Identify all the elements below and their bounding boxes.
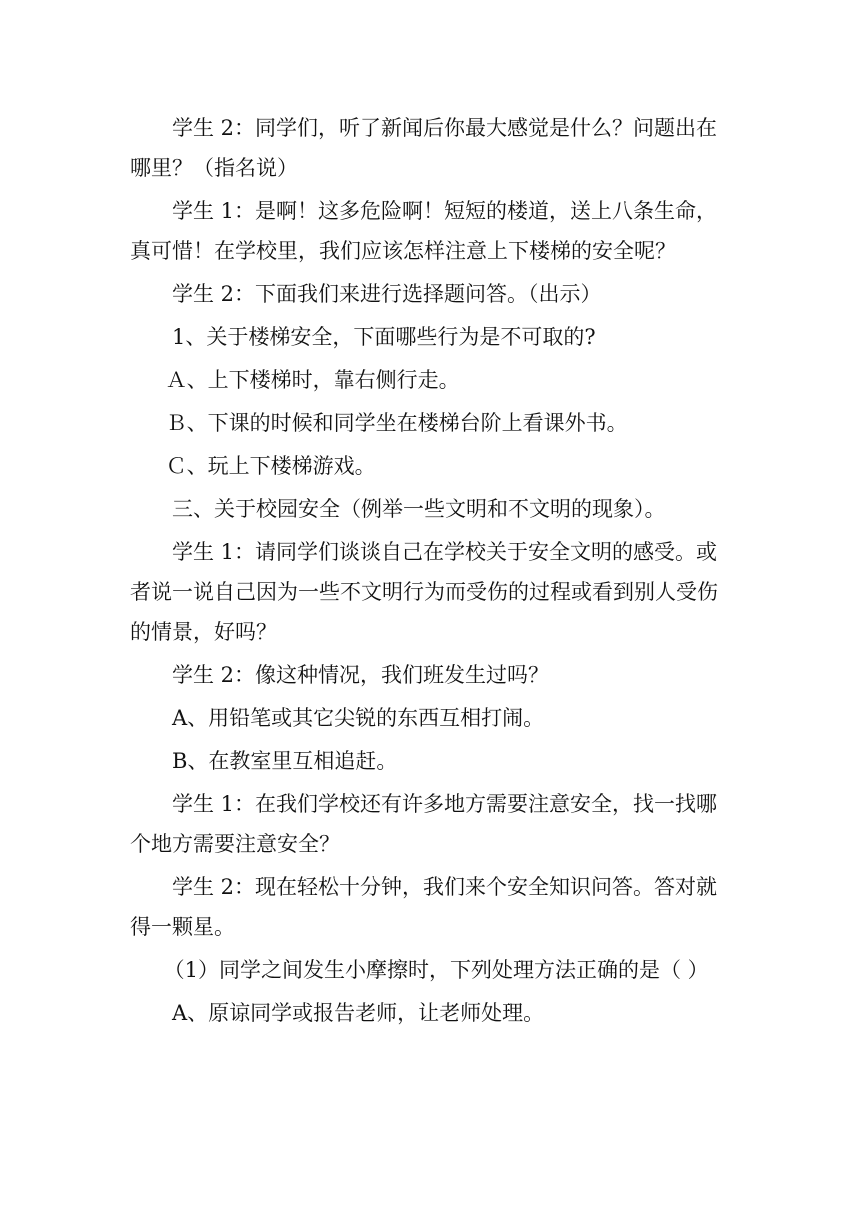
option-a-forgive: A、原谅同学或报告老师，让老师处理。 — [172, 1001, 545, 1025]
option-b-stairs: Ｂ、下课的时候和同学坐在楼梯台阶上看课外书。 — [165, 411, 628, 435]
option-a-stairs: Ａ、上下楼梯时，靠右侧行走。 — [165, 368, 460, 392]
paragraph-student2-quiz-intro: 学生 2：下面我们来进行选择题问答。（出示） — [172, 282, 602, 306]
paragraph-student1-places: 学生 1：在我们学校还有许多地方需要注意安全，找一找哪个地方需要注意安全？ — [130, 792, 718, 856]
item-b-chasing: B、在教室里互相追赶。 — [172, 749, 398, 773]
paragraph-student1-feelings: 学生 1：请同学们谈谈自己在学校关于安全文明的感受。或者说一说自己因为一些不文明行为而受伤的过程或看到别人受伤的情景，好吗？ — [130, 540, 718, 644]
paragraph-student2-knowledge-quiz: 学生 2：现在轻松十分钟，我们来个安全知识问答。答对就得一颗星。 — [130, 875, 718, 939]
item-a-pencil: A、用铅笔或其它尖锐的东西互相打闹。 — [172, 706, 545, 730]
paragraph-student2-class: 学生 2：像这种情况，我们班发生过吗？ — [172, 663, 550, 687]
question-friction: （1）同学之间发生小摩擦时，下列处理方法正确的是（ ） — [163, 958, 709, 982]
paragraph-student2-question: 学生 2：同学们，听了新闻后你最大感觉是什么？问题出在哪里？（指名说） — [130, 116, 718, 180]
option-c-stairs: Ｃ、玩上下楼梯游戏。 — [165, 454, 376, 478]
paragraph-student1-stairs: 学生 1：是啊！这多危险啊！短短的楼道，送上八条生命，真可惜！在学校里，我们应该怎样注意上下楼梯的安全呢？ — [130, 199, 718, 263]
question-stair-safety: 1、关于楼梯安全，下面哪些行为是不可取的? — [172, 325, 596, 349]
section-heading-campus-safety: 三、关于校园安全（例举一些文明和不文明的现象）。 — [172, 497, 666, 521]
document-body — [130, 108, 735, 1036]
